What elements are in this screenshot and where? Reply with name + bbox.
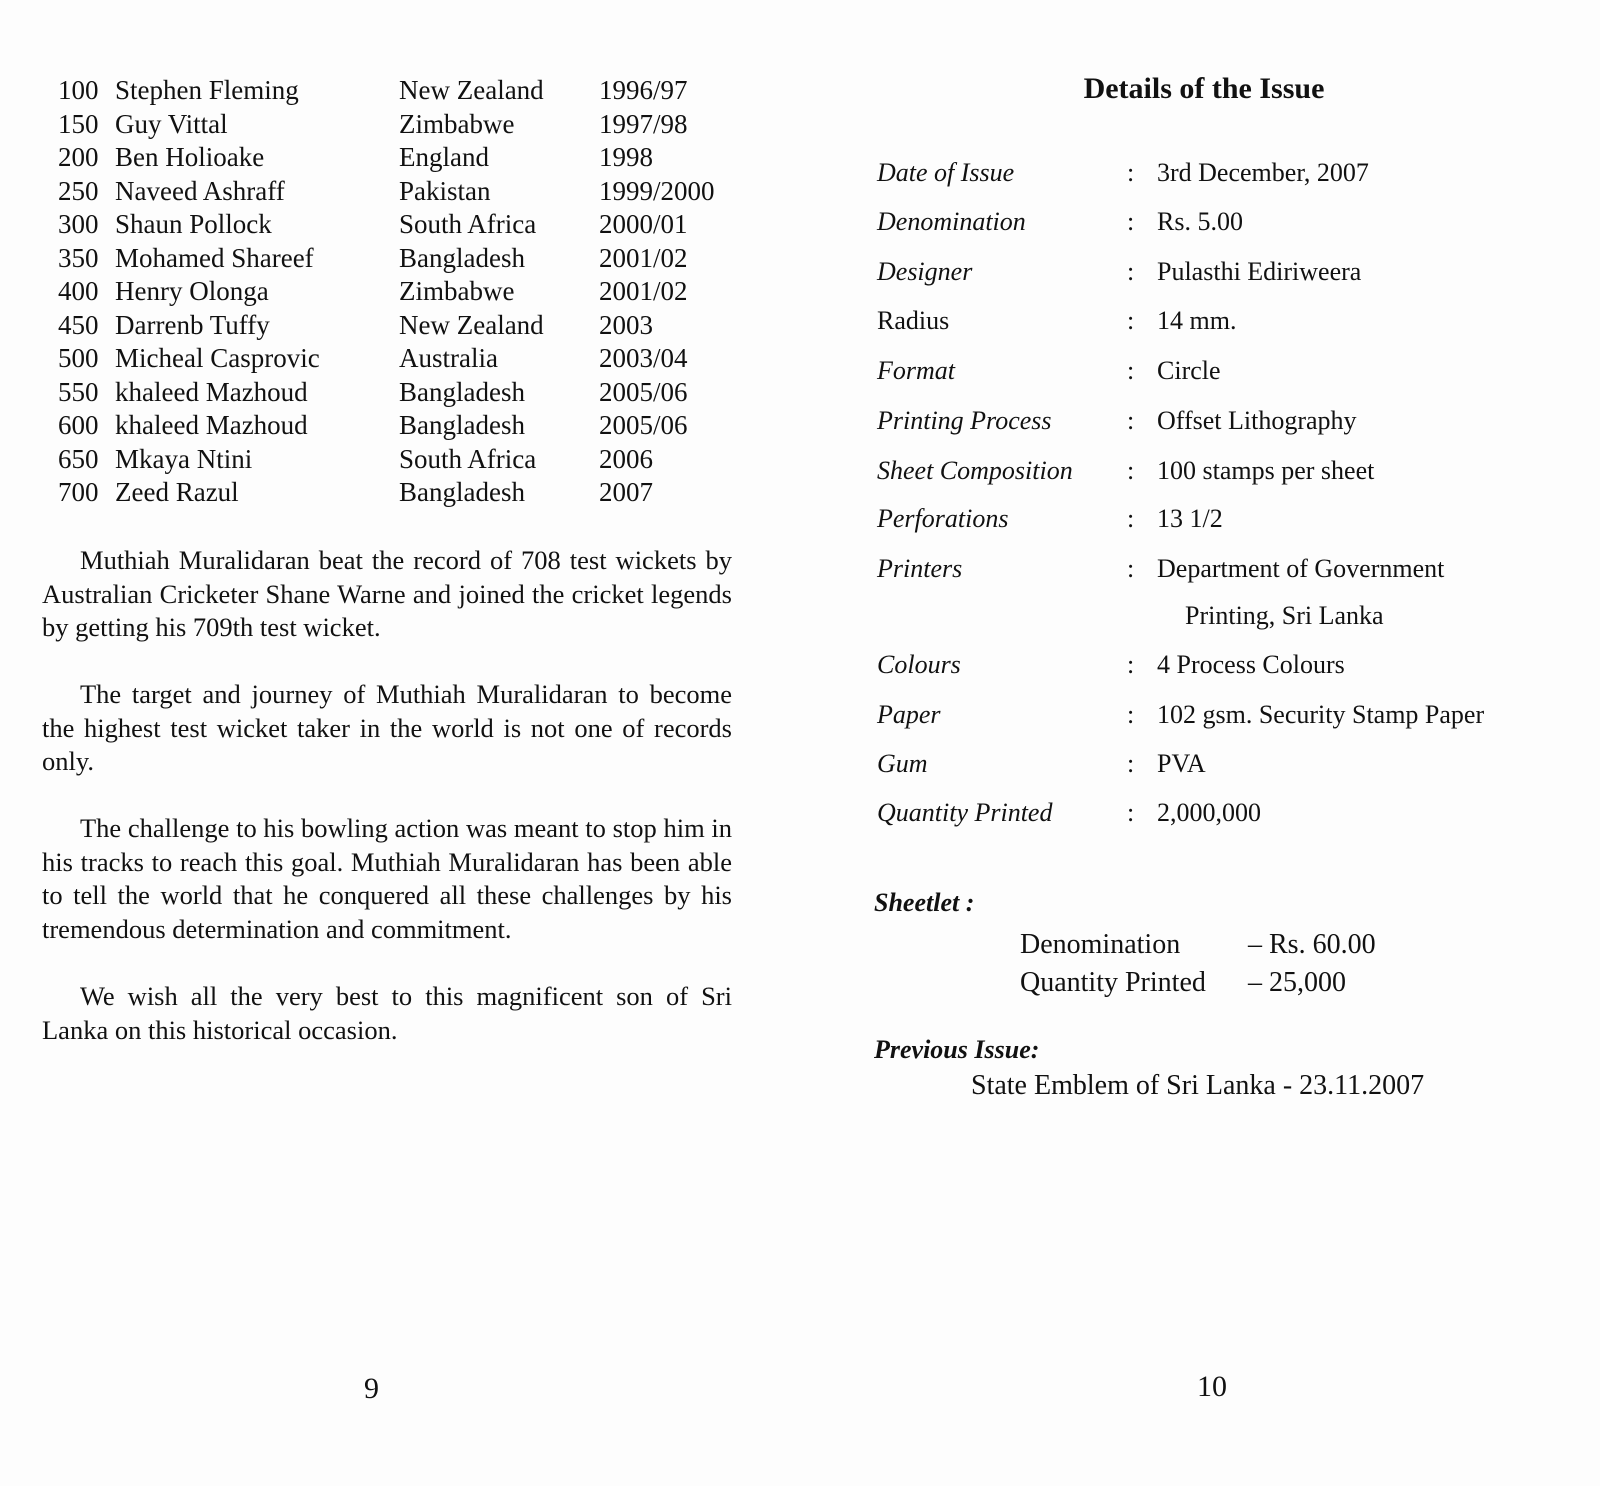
player-name: Micheal Casprovic [115,343,320,373]
detail-label: Printers [877,554,963,583]
paragraph-best-wishes: We wish all the very best to this magnificent son of Sri Lanka on this historical occasion. [42,981,732,1045]
wicket-number: 200 [58,142,99,172]
wicket-number: 100 [58,75,99,105]
detail-value: 14 mm. [1157,306,1237,335]
player-country: Pakistan [399,175,491,206]
player-country: Australia [399,343,498,373]
previous-issue-value: State Emblem of Sri Lanka - 23.11.2007 [971,1070,1425,1101]
detail-colon: : [1127,700,1135,729]
page-title: Details of the Issue [1083,72,1325,105]
season: 2003 [599,309,653,340]
right-page [800,0,1600,1486]
sheetlet-value: – 25,000 [1248,967,1346,998]
player-name: khaleed Mazhoud [115,376,308,407]
player-name: Mohamed Shareef [115,242,314,273]
paragraph-record: Muthiah Muralidaran beat the record of 708 test wickets by Australian Cricketer Shane Warne and joined the cricket legends by getting his 709th test wicket. [42,545,732,642]
season: 1996/97 [599,75,688,105]
detail-label: Denomination [877,207,1026,236]
player-country: South Africa [399,443,537,474]
player-country: South Africa [399,209,537,239]
wicket-number: 350 [58,242,99,273]
detail-colon: : [1127,650,1135,679]
table-row [58,207,758,241]
table-row [58,308,758,342]
sheetlet-heading: Sheetlet : [874,888,975,917]
player-country: New Zealand [399,309,544,340]
detail-colon: : [1127,158,1135,187]
season: 2000/01 [599,209,688,239]
season: 2007 [599,477,653,507]
detail-colon: : [1127,207,1135,236]
season: 1997/98 [599,108,688,139]
season: 1999/2000 [599,175,715,206]
detail-colon: : [1127,406,1135,435]
detail-value: 100 stamps per sheet [1157,456,1375,485]
detail-label: Sheet Composition [877,456,1073,485]
table-row [58,442,758,476]
detail-value: 102 gsm. Security Stamp Paper [1157,700,1485,729]
detail-value: 2,000,000 [1157,798,1261,827]
sheetlet-label: Quantity Printed [1020,967,1206,998]
paragraph-challenge: The challenge to his bowling action was meant to stop him in his tracks to reach this goal. Muthiah Muralidaran has been able to tell the world that he conquered all these challenges by his tremendous determination and commitment. [42,813,732,944]
detail-colon: : [1127,456,1135,485]
table-row [58,341,758,375]
detail-label: Colours [877,650,961,679]
season: 2005/06 [599,376,688,407]
previous-issue-heading: Previous Issue: [874,1035,1040,1064]
table-row [58,174,758,208]
player-name: Shaun Pollock [115,209,272,239]
table-row [58,375,758,409]
player-country: Zimbabwe [399,108,515,139]
table-row [58,107,758,141]
page-number: 10 [1197,1370,1227,1403]
table-row [58,408,758,442]
player-country: Bangladesh [399,376,525,407]
player-name: Guy Vittal [115,108,228,139]
detail-label: Radius [877,306,950,335]
player-name: Ben Holioake [115,142,265,172]
detail-value-continuation: Printing, Sri Lanka [1185,601,1384,630]
detail-label: Quantity Printed [877,798,1053,827]
player-name: Darrenb Tuffy [115,309,270,340]
season: 2001/02 [599,242,688,273]
detail-label: Printing Process [877,406,1052,435]
detail-label: Paper [877,700,941,729]
player-country: England [399,142,489,172]
wicket-number: 150 [58,108,99,139]
player-name: Henry Olonga [115,276,269,306]
table-row [58,274,758,308]
wicket-number: 400 [58,276,99,306]
table-row [58,475,758,509]
detail-value: Rs. 5.00 [1157,207,1243,236]
player-country: Bangladesh [399,242,525,273]
detail-colon: : [1127,257,1135,286]
player-name: Stephen Fleming [115,75,299,105]
player-country: New Zealand [399,75,544,105]
wicket-number: 600 [58,410,99,440]
season: 2001/02 [599,276,688,306]
player-name: Mkaya Ntini [115,443,253,474]
detail-value: Pulasthi Ediriweera [1157,257,1362,286]
detail-label: Date of Issue [877,158,1015,187]
detail-label: Gum [877,749,928,778]
table-row [58,140,758,174]
player-name: Zeed Razul [115,477,239,507]
detail-label: Perforations [877,504,1009,533]
season: 1998 [599,142,653,172]
wicket-number: 650 [58,443,99,474]
detail-value: PVA [1157,749,1206,778]
page-number: 9 [364,1372,379,1405]
player-name: Naveed Ashraff [115,175,285,206]
detail-colon: : [1127,749,1135,778]
wicket-number: 450 [58,309,99,340]
wicket-number: 500 [58,343,99,373]
season: 2006 [599,443,653,474]
player-country: Bangladesh [399,410,525,440]
detail-value: Offset Lithography [1157,406,1357,435]
detail-value: Circle [1157,356,1221,385]
player-name: khaleed Mazhoud [115,410,308,440]
wicket-number: 300 [58,209,99,239]
wicket-number: 700 [58,477,99,507]
detail-value: Department of Government [1157,554,1445,583]
season: 2003/04 [599,343,688,373]
sheetlet-value: – Rs. 60.00 [1248,929,1376,960]
detail-label: Designer [877,257,973,286]
detail-colon: : [1127,356,1135,385]
detail-colon: : [1127,504,1135,533]
table-row [58,241,758,275]
detail-colon: : [1127,554,1135,583]
sheetlet-label: Denomination [1020,929,1181,960]
detail-value: 4 Process Colours [1157,650,1345,679]
detail-label: Format [877,356,955,385]
player-country: Bangladesh [399,477,525,507]
wicket-number: 250 [58,175,99,206]
season: 2005/06 [599,410,688,440]
paragraph-journey: The target and journey of Muthiah Muralidaran to become the highest test wicket taker in the world is not one of records only. [42,679,732,776]
wicket-number: 550 [58,376,99,407]
detail-colon: : [1127,798,1135,827]
detail-value: 3rd December, 2007 [1157,158,1369,187]
detail-colon: : [1127,306,1135,335]
detail-value: 13 1/2 [1157,504,1223,533]
player-country: Zimbabwe [399,276,515,306]
table-row [58,73,758,107]
